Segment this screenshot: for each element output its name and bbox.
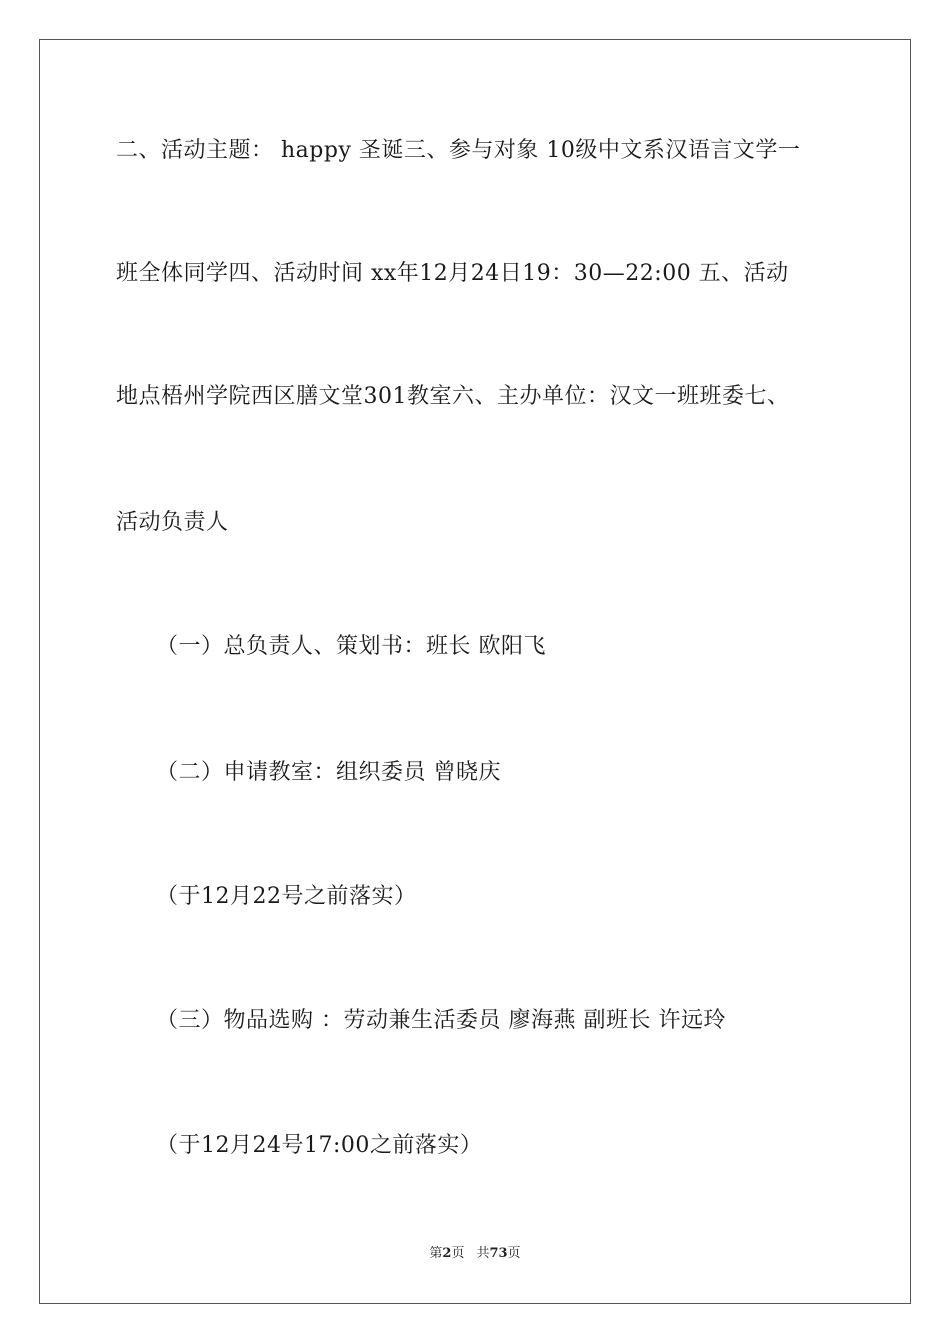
page-footer <box>0 1245 950 1263</box>
item-classroom-application: （二）申请教室：组织委员 曾晓庆 <box>156 760 501 785</box>
footer-page-suffix: 页 <box>451 1246 465 1261</box>
item-chief-organizer: （一）总负责人、策划书：班长 欧阳飞 <box>156 634 546 659</box>
paragraph-line-2: 班全体同学四、活动时间 xx年12月24日19：30—22:00 五、活动 <box>116 261 789 286</box>
item-purchasing-deadline: （于12月24号17:00之前落实） <box>156 1133 483 1158</box>
paragraph-line-1: 二、活动主题： happy 圣诞三、参与对象 10级中文系汉语言文学一 <box>116 138 801 163</box>
item-purchasing: （三）物品选购 ：劳动兼生活委员 廖海燕 副班长 许远玲 <box>156 1008 726 1033</box>
footer-total-pages: 73 <box>489 1246 508 1261</box>
page-border <box>39 39 911 1304</box>
paragraph-line-3: 地点梧州学院西区膳文堂301教室六、主办单位：汉文一班班委七、 <box>116 384 790 409</box>
paragraph-line-4: 活动负责人 <box>116 510 229 535</box>
footer-page-number: 2 <box>442 1246 452 1261</box>
footer-total-prefix: 共 <box>476 1246 490 1261</box>
footer-page-prefix: 第 <box>429 1246 443 1261</box>
footer-total-suffix: 页 <box>507 1246 521 1261</box>
item-classroom-deadline: （于12月22号之前落实） <box>156 884 417 909</box>
